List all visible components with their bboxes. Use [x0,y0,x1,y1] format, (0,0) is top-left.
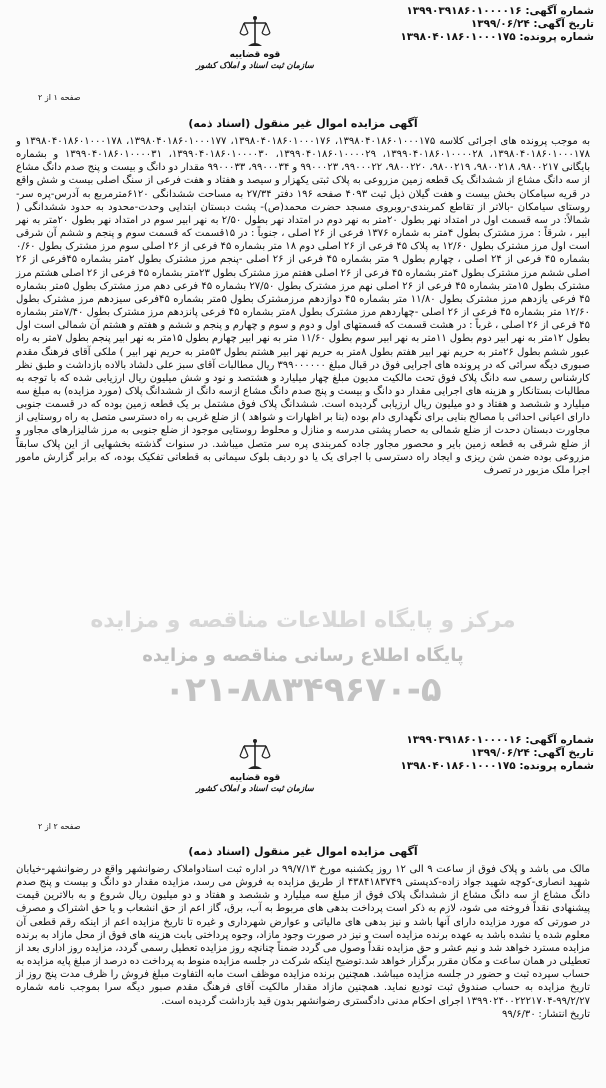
notice2-number: شماره آگهی: ۱۳۹۹۰۳۹۱۸۶۰۱۰۰۰۰۱۶ [406,734,594,746]
notice2-publish-date: تاریخ انتشار: ۹۹/۶/۳۰ [501,1008,590,1020]
notice2-date: تاریخ آگهی: ۱۳۹۹/۰۶/۲۴ [470,747,594,759]
judiciary-emblem-icon [238,14,272,50]
notice2-logo-sub: سازمان ثبت اسناد و املاک کشور [196,784,314,794]
notice2-body-text: مالک می باشد و پلاک فوق از ساعت ۹ الی ۱۲ روز یکشنبه مورخ ۹۹/۷/۱۳ در اداره ثبت اسنادواملاک رضوانشهر واقع در رضوانشهر-خیابان شهید انصاری-کوچه شهید جواد زاده-کدپستی ۴۳۸۴۱۸۳۷۴۹ از طریق مزایده به فروش می رسد، مزایده مقدار دو دانگ و بیست و پنج صدم دانگ مشاع از سه دانگ مشاع از ششدانگ پلاک فوق از مبلغ سه میلیارد و ششصد و هفتاد و دو میلیون ریال شروع و به بالاترین قیمت پیشنهادی نقداً فروخته می شود، لازم به ذکر است پرداخت بدهی های مربوط به آب، برق، گاز اعم از حق انشعاب و یا حق اشتراک و مصرف در صورتی که مورد مزایده دارای آنها باشد و نیز بدهی های مالیاتی و عوارض شهرداری و غیره تا تاریخ مزایده اعم از اینکه رقم قطعی آن معلوم شده یا نشده باشد به عهده برنده مزایده است و نیز در صورت وجود مازاد، وجوه پرداختی بابت هزینه های فوق از محل مازاد به برنده مزایده مسترد خواهد شد و نیم عشر و حق مزایده نقداً وصول می گردد ضمناً چنانچه روز مزایده تعطیل رسمی گردد، مزایده روز اداری بعد از تعطیلی در همان ساعت و مکان مقرر برگزار خواهد شد.توضیح اینکه شرکت در جلسه مزایده منوط به پرداخت ده درصد از مبلغ پایه مزایده به حساب سپرده ثبت و حضور در جلسه مزایده میباشد. همچنین برنده مزایده موظف است مابه التفاوت مبلغ فروش را ظرف مدت پنج روز از تاریخ مزایده به حساب صندوق ثبت تودیع نماید. همچنین مازاد مقدار مالکیت آقای فرهنگ مقدم صبور دیگه سرا بموجب نامه شماره ۹۹/۲/۲۷-۱۳۹۹۰۲۴۰۰۲۲۲۱۷۰۴ اجرای احکام مدنی دادگستری رضوانشهر بدون قید بازداشت گردیده است. [16,864,591,1007]
notice1-logo-sub: سازمان ثبت اسناد و املاک کشور [196,61,314,71]
notice1-body [16,135,590,477]
notice2-body [16,863,590,1021]
notice1-number: شماره آگهی: ۱۳۹۹۰۳۹۱۸۶۰۱۰۰۰۰۱۶ [406,5,594,17]
watermark-line-1: مرکز و پایگاه اطلاعات مناقصه و مزایده [90,608,516,633]
watermark-phone: ۰۲۱-۸۸۳۴۹۶۷۰-۵ [164,670,442,710]
notice1-page-number: صفحه ۱ از ۲ [38,93,81,102]
notice1-title: آگهی مزایده اموال غیر منقول (اسناد ذمه) [188,117,418,130]
notice2-logo-org: قوه قضاییه [229,773,281,783]
notice1-file-number: شماره پرونده: ۱۳۹۸۰۴۰۱۸۶۰۱۰۰۰۱۷۵ [400,31,594,43]
notice2-page-number: صفحه ۲ از ۲ [38,822,81,831]
notice1-logo-org: قوه قضاییه [229,50,281,60]
notice2-title: آگهی مزایده اموال غیر منقول (اسناد ذمه) [188,845,418,858]
notice1-logo [195,14,315,71]
watermark-line-2: پایگاه اطلاع رسانی مناقصه و مزایده [142,645,464,666]
judiciary-emblem-icon [238,737,272,773]
notice2-meta [314,734,594,773]
notice1-date: تاریخ آگهی: ۱۳۹۹/۰۶/۲۴ [470,18,594,30]
notice1-meta [314,5,594,44]
notice1-body-text: به موجب پرونده های اجرائی کلاسه ۱۳۹۸۰۴۰۱۸۶۰۱۰۰۰۱۷۵، ۱۳۹۸۰۴۰۱۸۶۰۱۰۰۰۱۷۶، ۱۳۹۸۰۴۰۱۸۶۰۱۰۰۰۱۷۷، ۱۳۹۸۰۴۰۱۸۶۰۱۰۰۰۱۷۸ و ۱۳۹۸۰۴۰۱۸۶۰۱۰۰۰۱۷۸، ۱۳۹۹۰۴۰۱۸۶۰۱۰۰۰۰۲۸، ۱۳۹۹۰۴۰۱۸۶۰۱۰۰۰۰۲۹، ۱۳۹۹۰۴۰۱۸۶۰۱۰۰۰۰۳۰، ۱۳۹۹۰۴۰۱۸۶۰۱۰۰۰۰۳۱ و بشماره بایگانی ۹۸۰۰۲۱۷، ۹۸۰۰۲۱۸، ۹۸۰۰۲۱۹، ۹۸۰۰۲۲۰، ۹۹۰۰۰۲۲، ۹۹۰۰۰۲۳ و ۹۹۰۰۰۳۴، ۹۹۰۰۰۳۳ مقدار دو دانگ و بیست و پنج صدم دانگ مشاع از سه دانگ مشاع از ششدانگ یک قطعه زمین مزروعی به پلاک ثبتی یکهزار و سیصد و هفتاد و هفت فرعی از سنگ اصلی بیست و شش واقع در قریه سیامکان بخش بیست و هفت گیلان ذیل ثبت ۴۰۹۳ صفحه ۱۹۶ دفتر ۲۷/۳۴ به مساحت ششدانگی ۶۱۲۰مترمربع به آدرس-پره سر- روستای سیامکان -بالاتر از تقاطع کمربندی-روبروی مسجد حضرت محمد(ص)- پشت دبستان ابتدایی وحدت-محدود به حدود ششدانگی ( شمالاً: در سه قسمت اول در امتداد نهر بطول ۲۰متر به نهر دوم در امتداد نهر بطول ۲/۵۰ به نهر ابیر سوم در امتداد نهر بطول ۲۰متر به نهر ابیر ، شرقاً : مرز مشترک بطول ۴متر به شماره ۱۳۷۶ فرعی از ۲۶ اصلی ، جنوباً : در ۱۵قسمت که قسمت سوم و پنجم و ششم آن شرقی است اول مرز مشترک بطول ۱۲/۶۰ به پلاک ۴۵ فرعی از ۲۶ اصلی دوم ۱۸ متر بشماره ۴۵ فرعی از ۲۶ اصلی سوم مرز مشترک بطول ۰/۶۰ بشماره ۴۵ فرعی از ۲۴ اصلی ، چهارم بطول ۹ متر بشماره ۴۵ فرعی از ۲۶ اصلی -پنجم مرز مشترک بطول ۲متر بشماره ۴۵فرعی از ۲۶ اصلی ششم مرز مشترک بطول ۴متر بشماره ۴۵ فرعی از ۲۶ اصلی هفتم مرز مشترک بطول ۲۳متر بشماره ۴۵ فرعی از ۲۶ اصلی هشتم مرز مشترک بطول ۱۵متر بشماره ۴۵ فرعی از ۲۶ اصلی نهم مرز مشترک بطول ۲۷/۵۰ بشماره ۴۵ فرعی دهم مرز مشترک بطول ۵متر بشماره ۴۵ فرعی یازدهم مرز مشترک بطول ۱۱/۸۰ متر بشماره ۴۵ دوازدهم مرزمشترک بطول ۵متر بشماره ۴۵فرعی سیزدهم مرز مشترک بطول ۱۲/۶۰ متر بشماره ۴۵ فرعی از ۲۶ اصلی -چهاردهم مرز مشترک بطول ۸متر بشماره ۴۵ فرعی پانزدهم مرز مشترک بطول ۷/۴۰متر بشماره ۴۵ فرعی از ۲۶ اصلی ، غرباً : در هشت قسمت که قسمتهای اول و دوم و سوم و چهارم و پنجم و ششم و هفتم و هشتم آن شمالی است اول بطول ۱۲متر به نهر ابیر دوم بطول ۱۱متر به نهر ابیر سوم بطول ۱۱/۶۰ متر به نهر ابیر چهارم بطول ۱۵متر به نهر ابیر پنجم بطول ۷متر به راه عبور ششم بطول ۲۶متر به حریم نهر ابیر هفتم بطول ۸متر به حریم نهر ابیر هشتم بطول ۵۳متر به حریم نهر ابیر ) ملکی آقای فرهنگ مقدم صبوری دیگه سرائی که در پرونده های اجرایی فوق در قبال مبلغ ۳۹۹۰۰۰۰۰۰ ریال مطالبات آقای سبز علی دلشاد بالاده بازداشت و طبق نظر کارشناس رسمی سه دانگ پلاک فوق تحت مالکیت مدیون مبلغ چهار میلیارد و هشتصد و نود و شش میلیون ریال ارزیابی شده که با توجه به مطالبات بستانکار و هزینه های اجرایی مقدار دو دانگ و بیست و پنج صدم دانگ مشاع ازسه دانگ از ششدانگ پلاک (مورد مزایده) به مبلغ سه میلیارد و ششصد و هفتاد و دو میلیون ریال ارزیابی گردیده است. ششدانگ پلاک فوق مشتمل بر یک قطعه زمین بوده که در قسمت جنوبی دارای اعیانی احداثی با مصالح بنایی برای نگهداری دام بوده (بنا بر اظهارات و شواهد ) از ضلع غربی به راه دسترسی متصل به راه روستایی از مجاورت دبستان دحدت از ضلع شمالی به حصار پشتی مدرسه و منازل و محلوط روستایی موجود از ضلع جنوبی به مرز شالیزارهای مجاور و از ضلع شرقی به قطعه زمین بایر و محصور مجاور جاده کمربندی پره سر متصل میباشد. در سنوات گذشته بخشهایی از این پلاک سابقاً مزروعی بوده ضمن شن ریزی و ایجاد راه دسترسی با اجرای یک یا دو ردیف بلوک سیمانی به قطعاتی تفکیک بوده، که برابر گزارش مامور اجرا ملک مزبور در تصرف [16,136,591,476]
notice2-logo [195,737,315,794]
notice2-file-number: شماره پرونده: ۱۳۹۸۰۴۰۱۸۶۰۱۰۰۰۱۷۵ [400,760,594,772]
